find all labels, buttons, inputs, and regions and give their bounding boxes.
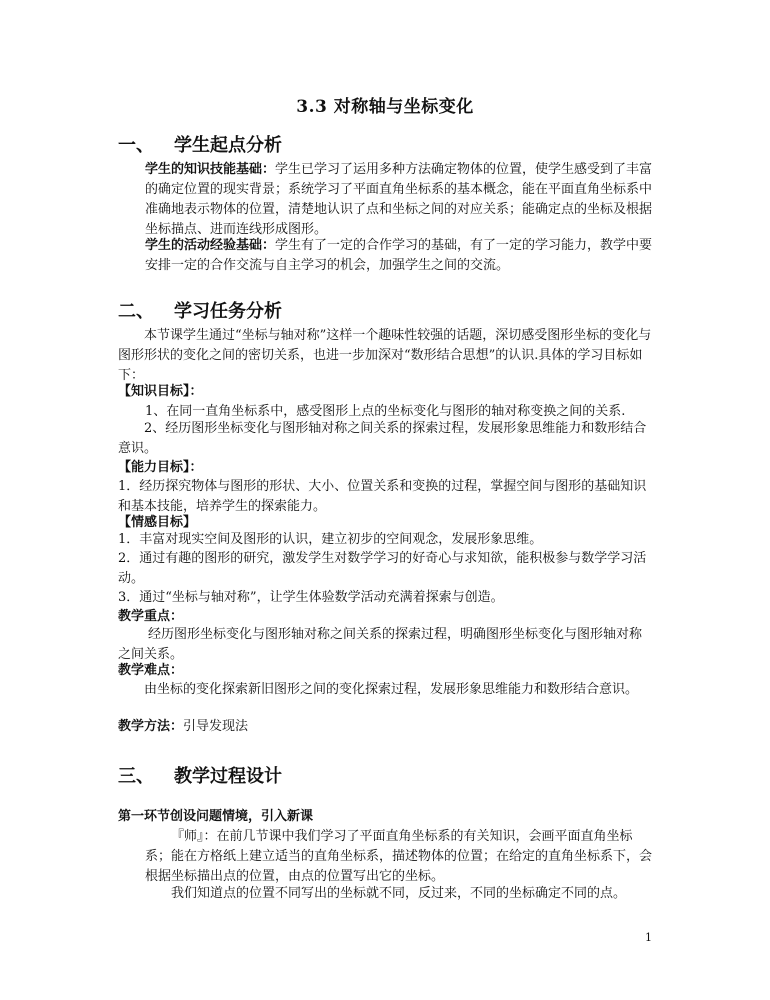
emotion-goal-label: 【情感目标】 bbox=[118, 515, 197, 530]
paragraph-knowledge-basis bbox=[145, 160, 655, 240]
ability-goal-1: 1．经历探究物体与图形的形状、大小、位置关系和变换的过程，掌握空间与图形的基础知识和基本技能，培养学生的探索能力。 bbox=[118, 479, 647, 514]
paragraph-text: 学生有了一定的合作学习的基础，有了一定的学习能力，教学中要安排一定的合作交流与自主学习的机会，加强学生之间的交流。 bbox=[145, 238, 653, 273]
knowledge-goal-2: 2、经历图形坐标变化与图形轴对称之间关系的探索过程，发展形象思维能力和数形结合意识。 bbox=[118, 421, 647, 456]
section-title: 学习任务分析 bbox=[174, 301, 282, 322]
teaching-key-text: 经历图形坐标变化与图形轴对称之间关系的探索过程，明确图形坐标变化与图形轴对称之间关系。 bbox=[118, 627, 643, 662]
emotion-goal-2: 2．通过有趣的图形的研究，激发学生对数学学习的好奇心与求知欲，能积极参与数学学习活动。 bbox=[118, 551, 647, 586]
emotion-goal-1: 1．丰富对现实空间及图形的认识，建立初步的空间观念，发展形象思维。 bbox=[118, 532, 543, 547]
section-number: 二、 bbox=[118, 301, 154, 322]
section-heading-2 bbox=[118, 297, 282, 323]
step1-paragraph-2: 我们知道点的位置不同写出的坐标就不同，反过来，不同的坐标确定不同的点。 bbox=[171, 886, 627, 901]
paragraph-label: 学生的活动经验基础： bbox=[145, 238, 276, 253]
paragraph-activity-basis bbox=[145, 236, 655, 276]
page-number: 1 bbox=[645, 931, 652, 944]
knowledge-goal-label: 【知识目标】： bbox=[118, 384, 203, 399]
paragraph-intro: 本节课学生通过“坐标与轴对称”这样一个趣味性较强的话题，深切感受图形坐标的变化与图形形状的变化之间的密切关系，也进一步加深对“数形结合思想”的认识.具体的学习目标如下： bbox=[118, 328, 652, 383]
document-title: 3.3 对称轴与坐标变化 bbox=[296, 97, 474, 117]
section-heading-3 bbox=[118, 762, 282, 788]
section-title: 教学过程设计 bbox=[174, 766, 282, 787]
ability-goal-label: 【能力目标】： bbox=[118, 460, 203, 475]
teaching-method-label: 教学方法： bbox=[118, 719, 184, 734]
section-title: 学生起点分析 bbox=[174, 135, 282, 156]
section-heading-1 bbox=[118, 131, 282, 157]
emotion-goal-3: 3．通过“坐标与轴对称”，让学生体验数学活动充满着探索与创造。 bbox=[118, 590, 504, 605]
teaching-difficulty-text: 由坐标的变化探索新旧图形之间的变化探索过程，发展形象思维能力和数形结合意识。 bbox=[144, 682, 639, 697]
section-number: 一、 bbox=[118, 135, 154, 156]
section-number: 三、 bbox=[118, 766, 154, 787]
step1-paragraph-1: 『师』：在前几节课中我们学习了平面直角坐标系的有关知识，会画平面直角坐标系；能在方格纸上建立适当的直角坐标系，描述物体的位置；在给定的直角坐标系下，会根据坐标描出点的位置，由点的位置写出它的坐标。 bbox=[145, 829, 653, 884]
teaching-method bbox=[118, 717, 248, 737]
step1-heading: 第一环节创设问题情境，引入新课 bbox=[118, 809, 314, 824]
teaching-difficulty-label: 教学难点： bbox=[118, 663, 184, 678]
knowledge-goal-1: 1、在同一直角坐标系中，感受图形上点的坐标变化与图形的轴对称变换之间的关系. bbox=[145, 404, 626, 419]
teaching-method-text: 引导发现法 bbox=[183, 719, 249, 734]
paragraph-label: 学生的知识技能基础： bbox=[145, 162, 276, 177]
paragraph-text: 学生已学习了运用多种方法确定物体的位置，使学生感受到了丰富的确定位置的现实背景；系统学习了平面直角坐标系的基本概念，能在平面直角坐标系中准确地表示物体的位置，清楚地认识了点和坐标之间的对应关系；能确定点的坐标及根据坐标描点、进而连线形成图形。 bbox=[145, 162, 653, 237]
teaching-key-label: 教学重点： bbox=[118, 609, 184, 624]
